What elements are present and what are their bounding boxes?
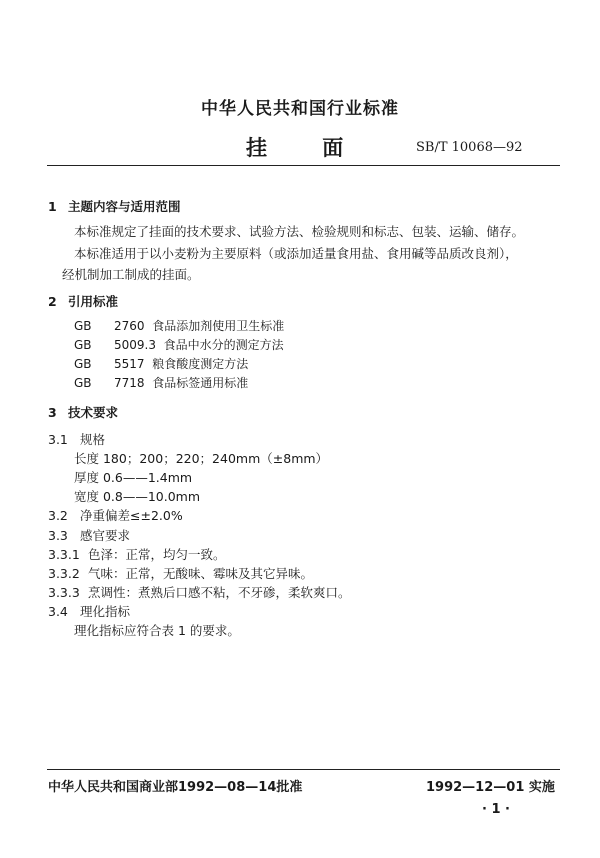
sensory-item-number: 3.3.3 [48, 585, 80, 600]
reference-name: 粮食酸度测定方法 [152, 357, 249, 371]
section-1-paragraph-1: 本标准规定了挂面的技术要求、试验方法、检验规则和标志、包装、运输、储存。 [74, 224, 525, 239]
subsection-number: 3.2 [48, 508, 68, 523]
section-3-heading [48, 403, 118, 421]
reference-name: 食品中水分的测定方法 [163, 338, 284, 352]
subsection-number: 3.3 [48, 528, 68, 543]
reference-number: 5009.3 [114, 338, 156, 352]
reference-item [74, 374, 248, 391]
reference-item [74, 317, 284, 334]
sensory-item-number: 3.3.1 [48, 547, 80, 562]
reference-item [74, 336, 284, 353]
reference-number: 5517 [114, 357, 145, 371]
spec-length: 长度 180；200；220；240mm（±8mm） [74, 451, 329, 466]
section-1-title: 主题内容与适用范围 [68, 199, 181, 214]
header-divider [47, 165, 560, 166]
implementation-date: 1992—12—01 实施 [426, 780, 555, 795]
section-2-heading [48, 292, 118, 310]
section-2-number: 2 [48, 294, 57, 309]
subsection-3-4-heading [48, 602, 130, 620]
reference-code: GB [74, 357, 92, 371]
section-1-paragraph-2-cont: 经机制加工制成的挂面。 [62, 267, 200, 282]
net-weight-tolerance: 净重偏差≤±2.0% [80, 508, 183, 523]
standard-org-heading: 中华人民共和国行业标准 [201, 99, 399, 119]
section-1-heading [48, 197, 181, 215]
subsection-number: 3.1 [48, 432, 68, 447]
page-number: · 1 · [482, 802, 510, 817]
footer-divider [47, 769, 560, 770]
spec-thickness: 厚度 0.6——1.4mm [74, 470, 193, 485]
subsection-title: 理化指标 [80, 604, 131, 619]
spec-width: 宽度 0.8——10.0mm [74, 489, 201, 504]
reference-item [74, 355, 248, 372]
sensory-item-text: 气味：正常，无酸味、霉味及其它异味。 [88, 566, 314, 581]
reference-code: GB [74, 338, 92, 352]
sensory-item [48, 583, 351, 601]
section-1-paragraph-2: 本标准适用于以小麦粉为主要原料（或添加适量食用盐、食用碱等品质改良剂）， [74, 246, 518, 261]
subsection-number: 3.4 [48, 604, 68, 619]
sensory-item [48, 564, 313, 582]
sensory-item-text: 烹调性：煮熟后口感不粘，不牙碜，柔软爽口。 [88, 585, 351, 600]
section-3-title: 技术要求 [68, 405, 119, 420]
document-title: 挂 面 [246, 136, 368, 160]
section-1-number: 1 [48, 199, 57, 214]
section-2-title: 引用标准 [68, 294, 119, 309]
sensory-item-text: 色泽：正常，均匀一致。 [88, 547, 226, 562]
reference-code: GB [74, 376, 92, 390]
reference-name: 食品添加剂使用卫生标准 [152, 319, 285, 333]
sensory-item-number: 3.3.2 [48, 566, 80, 581]
reference-number: 7718 [114, 376, 145, 390]
subsection-3-1-heading [48, 430, 105, 448]
reference-name: 食品标签通用标准 [152, 376, 249, 390]
reference-code: GB [74, 319, 92, 333]
subsection-title: 规格 [80, 432, 106, 447]
physicochemical-note: 理化指标应符合表 1 的要求。 [74, 623, 240, 638]
subsection-title: 感官要求 [80, 528, 131, 543]
approval-line: 中华人民共和国商业部1992—08—14批准 [48, 780, 303, 795]
standard-code: SB/T 10068—92 [416, 140, 523, 155]
reference-number: 2760 [114, 319, 145, 333]
subsection-3-3-heading [48, 526, 130, 544]
sensory-item [48, 545, 226, 563]
section-3-number: 3 [48, 405, 57, 420]
subsection-3-2 [48, 506, 183, 524]
